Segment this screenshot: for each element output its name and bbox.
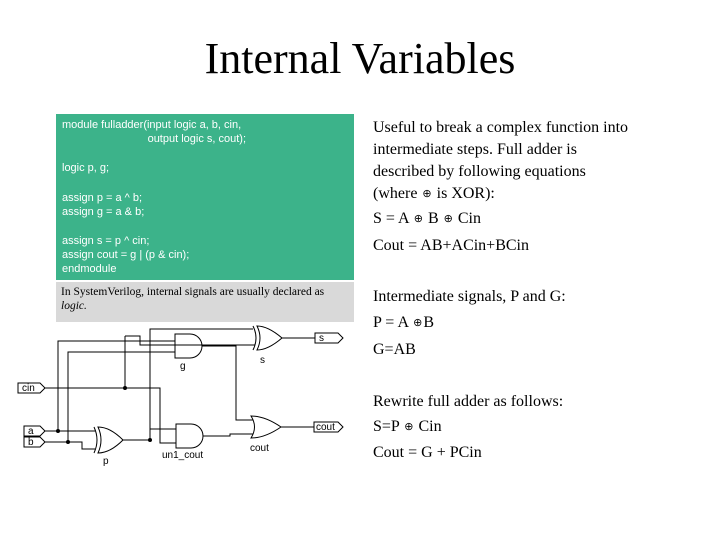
equation-cout: Cout = AB+ACin+BCin [373,237,529,254]
and-gate-un1-cout [176,424,203,448]
note-line: In SystemVerilog, internal signals are usually declared as [61,286,325,298]
equation-p: P = A ⊕B [373,314,435,331]
xor-gate-s [253,326,256,350]
xor-symbol: ⊕ [443,213,453,225]
xor-symbol: ⊕ [404,421,414,433]
signal-cout-label: cout [250,443,269,454]
code-line: module fulladder(input logic a, b, cin, [62,119,242,131]
explanation-line: described by following equations [373,163,586,180]
signal-un1-cout-label: un1_cout [162,450,204,461]
code-line: output logic s, cout); [62,133,247,145]
signal-p-label: p [103,456,109,467]
xor-symbol: ⊕ [422,188,432,200]
explanation-line: (where ⊕ is XOR): [373,185,495,202]
explanation-line: Useful to break a complex function into [373,119,629,136]
signal-g-label: g [180,361,186,372]
explanation-line: intermediate steps. Full adder is [373,141,577,158]
port-b-label: b [28,437,34,448]
note-line: logic. [61,300,87,312]
port-cin-label: cin [22,383,35,394]
code-line: logic p, g; [62,162,110,174]
slide-title: Internal Variables [204,34,516,83]
equation-cout2: Cout = G + PCin [373,444,482,461]
port-cout-label: cout [316,422,335,433]
code-line: assign s = p ^ cin; [62,235,150,247]
explanation-line: Rewrite full adder as follows: [373,393,564,410]
port-s-label: s [319,333,324,344]
and-gate-g [175,334,202,358]
equation-s2: S=P ⊕ Cin [373,418,442,435]
code-line: assign g = a & b; [62,206,145,218]
xor-symbol: ⊕ [413,213,423,225]
xor-symbol: ⊕ [413,317,423,329]
signal-s-label: s [260,355,265,366]
explanation-line: Intermediate signals, P and G: [373,288,566,305]
code-line: assign p = a ^ b; [62,192,143,204]
or-gate-cout [251,416,281,438]
code-line: endmodule [62,263,117,275]
port-a-label: a [28,426,34,437]
equation-s: S = A ⊕ B ⊕ Cin [373,210,481,227]
code-line: assign cout = g | (p & cin); [62,249,190,261]
equation-g: G=AB [373,341,416,358]
